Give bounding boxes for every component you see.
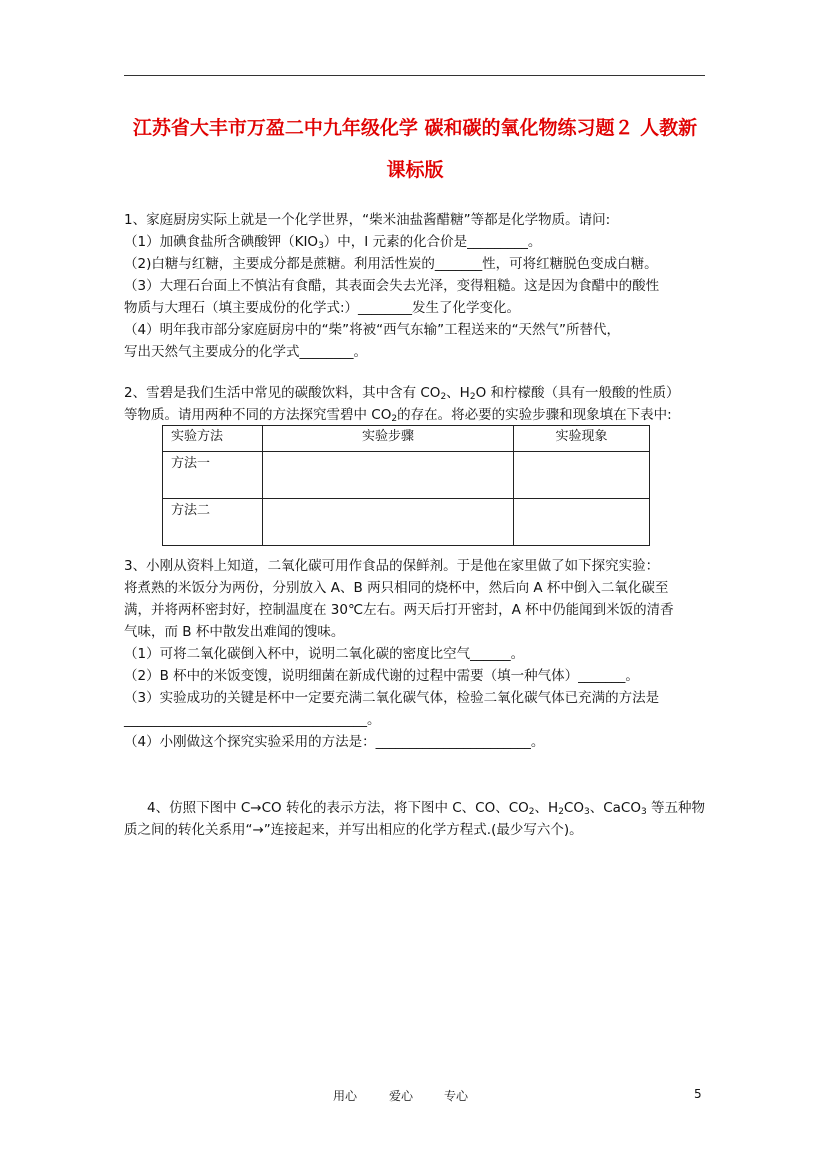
q3-part4: （4）小刚做这个探究实验采用的方法是：_______________________。 [124,734,545,750]
q1-part3-line1: （3）大理石台面上不慎沾有食醋，其表面会失去光泽，变得粗糙。这是因为食醋中的酸性 [124,278,660,294]
header-method: 实验方法 [163,426,263,452]
row-steps-cell[interactable] [263,499,514,546]
q3-part3-line1: （3）实验成功的关键是杯中一定要充满二氧化碳气体，检验二氧化碳气体已充满的方法是 [124,690,660,706]
q3-part3-line2: ____________________________________。 [124,712,381,728]
q1-part4-line1: （4）明年我市部分家庭厨房中的“柴”将被“西气东输”工程送来的“天然气”所替代， [124,322,621,338]
row-steps-cell[interactable] [263,452,514,499]
header-rule [124,75,705,76]
header-steps: 实验步骤 [263,426,514,452]
table-row [163,499,650,546]
q3-line3: 满，并将两杯密封好，控制温度在 30℃左右。两天后打开密封，A 杯中仍能闻到米饭的清香 [124,602,674,618]
document-title-line1: 江苏省大丰市万盈二中九年级化学 碳和碳的氧化物练习题２ 人教新 [132,117,698,139]
table-header-row [163,426,650,452]
q1-part4-line2: 写出天然气主要成分的化学式________。 [124,344,367,360]
row-phenomenon-cell[interactable] [514,499,650,546]
footer-item: 用心 [333,1089,358,1103]
q4-line2: 质之间的转化关系用“→”连接起来，并写出相应的化学方程式.(最少写六个)。 [124,822,583,838]
q1-part3-line2: 物质与大理石（填主要成份的化学式:）________发生了化学变化。 [124,300,521,316]
table-row [163,452,650,499]
page-number: 5 [694,1087,702,1101]
row-method-1: 方法一 [163,452,263,499]
q3-line1: 3、小刚从资料上知道，二氧化碳可用作食品的保鲜剂。于是他在家里做了如下探究实验： [124,558,660,574]
row-phenomenon-cell[interactable] [514,452,650,499]
row-method-2: 方法二 [163,499,263,546]
q3-part2: （2）B 杯中的米饭变馊，说明细菌在新成代谢的过程中需要（填一种气体）_______。 [124,668,639,684]
header-phenomenon: 实验现象 [514,426,650,452]
q3-part1: （1）可将二氧化碳倒入杯中，说明二氧化碳的密度比空气______。 [124,646,525,662]
q3-line2: 将煮熟的米饭分为两份，分别放入 A、B 两只相同的烧杯中，然后向 A 杯中倒入二氧化碳至 [124,580,669,596]
q3-line4: 气味，而 B 杯中散发出难闻的馊味。 [124,624,345,640]
q2-line1: 2、雪碧是我们生活中常见的碳酸饮料，其中含有 $CO_2$、$H_2O$ 和柠檬酸（具有一般酸的性质） [124,385,680,402]
experiment-table [162,425,650,546]
footer-item: 专心 [444,1089,469,1103]
document-title-line2: 课标版 [386,159,444,181]
q1-stem: 1、家庭厨房实际上就是一个化学世界，“柴米油盐酱醋糖”等都是化学物质。请问: [124,212,611,228]
q1-part2: （2)白糖与红糖，主要成分都是蔗糖。利用活性炭的_______性，可将红糖脱色变成白糖。 [124,256,658,272]
q2-line2: 等物质。请用两种不同的方法探究雪碧中 $CO_2$的存在。将必要的实验步骤和现象填在下表中: [124,407,672,424]
footer-item: 爱心 [389,1089,414,1103]
q1-part1: （1）加碘食盐所含碘酸钾$(KIO_3)$中，I 元素的化合价是_________。 [124,234,542,251]
q4-line1: 4、仿照下图中 C→CO 转化的表示方法，将下图中 C、CO、$CO_2$、$H_2CO_3$、CaCO$_3$ 等五种物 [147,800,706,817]
